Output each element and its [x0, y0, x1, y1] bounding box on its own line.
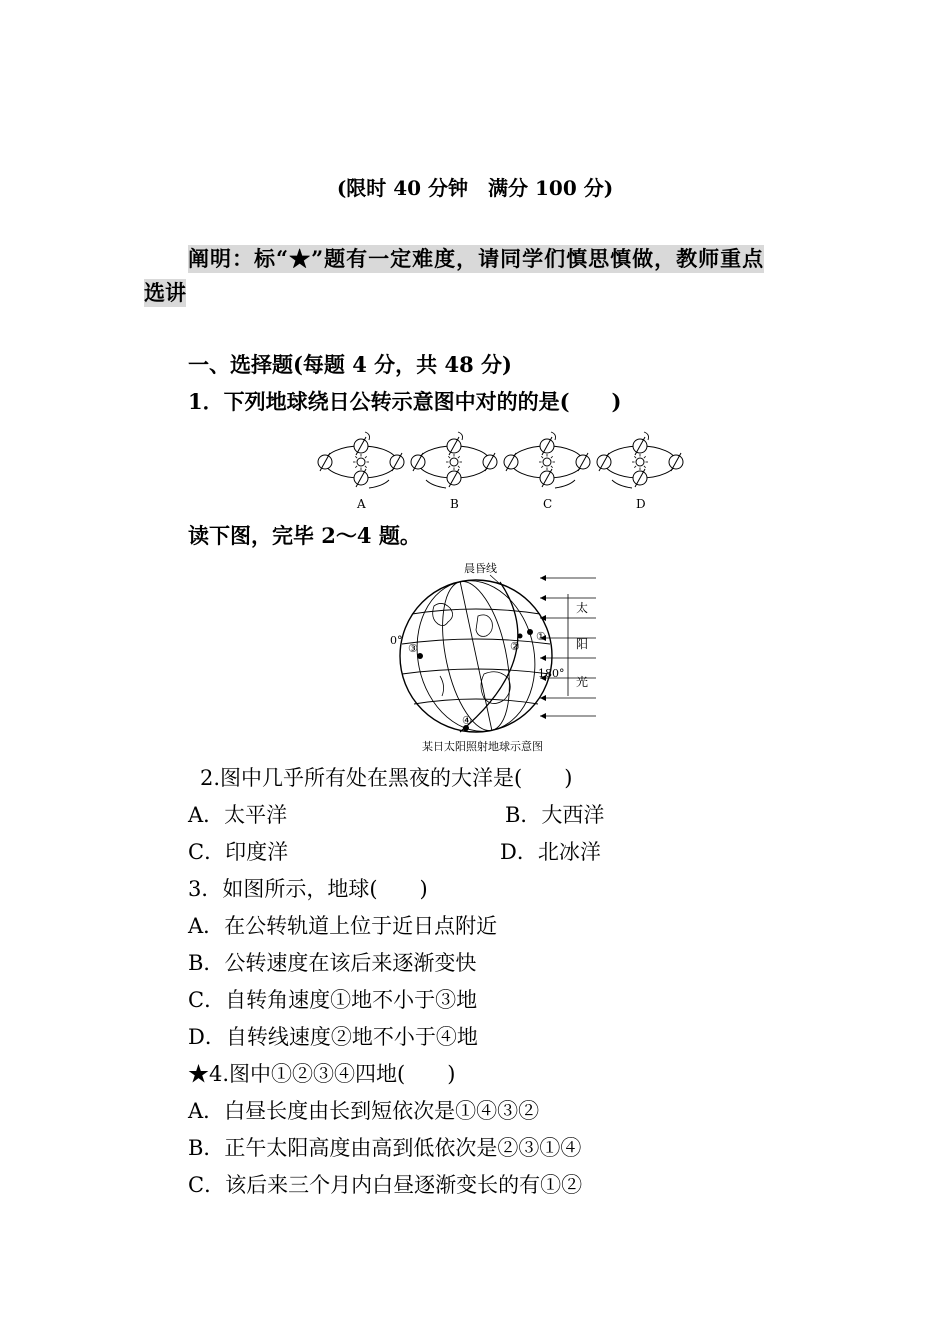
sun-icon	[357, 458, 365, 466]
sun-ray	[448, 456, 450, 458]
sun-ray	[551, 466, 553, 468]
sun-ray	[355, 466, 357, 468]
section-title: 一、选择题(每题 4 分，共 48 分)	[188, 352, 512, 377]
sun-ray	[355, 456, 357, 458]
sun-char-3: 光	[576, 675, 589, 689]
sun-ray	[634, 456, 636, 458]
rotation-arrow-icon	[644, 432, 649, 440]
read-instruction: 读下图，完毕 2～4 题。	[188, 523, 421, 548]
revolution-arrow-icon	[426, 480, 446, 488]
terminator-label: 晨昏线	[464, 562, 497, 575]
sun-ray	[644, 456, 646, 458]
sunlight-arrowhead-icon	[540, 655, 546, 661]
sun-ray	[458, 466, 460, 468]
sun-ray	[541, 466, 543, 468]
point-2-label: ②	[510, 640, 520, 653]
sun-icon	[636, 458, 644, 466]
point-1-marker	[527, 629, 533, 635]
sun-ray	[551, 456, 553, 458]
sunlight-arrowhead-icon	[540, 595, 546, 601]
notice-line-2: 选讲	[144, 280, 186, 305]
sun-ray	[365, 456, 367, 458]
orbit-diagrams-svg	[316, 420, 686, 515]
longitude-180-label: 180°	[538, 667, 565, 680]
question-3-option-c[interactable]: C．自转角速度①地不小于③地	[188, 988, 478, 1012]
question-2-option-c[interactable]: C．印度洋	[188, 840, 289, 864]
point-2-marker	[518, 634, 523, 639]
revolution-arrow-icon	[555, 480, 575, 488]
globe-caption: 某日太阳照射地球示意图	[422, 740, 543, 753]
orbit-label-b: B	[450, 497, 459, 511]
question-3-option-d[interactable]: D．自转线速度②地不小于④地	[188, 1025, 478, 1049]
sun-ray	[448, 466, 450, 468]
orbit-label-d: D	[636, 497, 646, 511]
question-2-stem: 2.图中几乎所有处在黑夜的大洋是( )	[200, 766, 573, 790]
question-3-option-a[interactable]: A．在公转轨道上位于近日点附近	[188, 914, 498, 938]
sunlight-arrowhead-icon	[540, 713, 546, 719]
revolution-arrow-icon	[369, 480, 389, 488]
question-4-option-b[interactable]: B．正午太阳高度由高到低依次是②③①④	[188, 1136, 582, 1160]
sun-char-2: 阳	[576, 637, 589, 651]
point-1-label: ①	[536, 630, 546, 643]
notice-line-1: 阐明：标“★”题有一定难度，请同学们慎思慎做，教师重点	[188, 246, 765, 271]
point-3-label: ③	[408, 642, 418, 655]
sun-ray	[541, 456, 543, 458]
question-2-option-a[interactable]: A．太平洋	[188, 803, 288, 827]
sun-ray	[365, 466, 367, 468]
question-4-option-a[interactable]: A．白昼长度由长到短依次是①④③②	[188, 1099, 540, 1123]
sun-ray	[458, 456, 460, 458]
question-4-stem: ★4.图中①②③④四地( )	[188, 1062, 456, 1086]
latitude-line	[402, 669, 550, 674]
question-1-stem: 1．下列地球绕日公转示意图中对的的是( )	[188, 389, 622, 414]
orbit-diagrams-figure	[316, 420, 686, 515]
rotation-arrow-icon	[365, 432, 370, 440]
rotation-arrow-icon	[551, 432, 556, 440]
sun-icon	[543, 458, 551, 466]
question-3-option-b[interactable]: B．公转速度在该后来逐渐变快	[188, 951, 477, 975]
sun-char-1: 太	[576, 601, 589, 615]
orbit-label-c: C	[543, 497, 553, 511]
latitude-line	[402, 639, 550, 644]
sun-ray	[634, 466, 636, 468]
sunlight-arrowhead-icon	[540, 575, 546, 581]
latitude-line	[414, 699, 538, 704]
globe-illumination-figure	[380, 556, 610, 756]
central-meridian	[460, 581, 492, 731]
point-3-marker	[417, 653, 423, 659]
point-4-label: ④	[462, 714, 472, 727]
globe-svg	[380, 556, 610, 756]
revolution-arrow-icon	[612, 480, 632, 488]
sun-ray	[644, 466, 646, 468]
orbit-label-a: A	[357, 497, 366, 511]
question-3-stem: 3．如图所示，地球( )	[188, 877, 428, 901]
rotation-arrow-icon	[458, 432, 463, 440]
question-2-option-d[interactable]: D．北冰洋	[500, 840, 601, 864]
time-limit-subtitle: (限时 40 分钟 满分 100 分)	[336, 176, 614, 200]
sun-icon	[450, 458, 458, 466]
question-4-option-c[interactable]: C．该后来三个月内白昼逐渐变长的有①②	[188, 1173, 583, 1197]
land-shape	[476, 615, 492, 637]
land-shape	[440, 676, 444, 696]
longitude-0-label: 0°	[390, 634, 403, 647]
question-2-option-b[interactable]: B．大西洋	[505, 803, 605, 827]
